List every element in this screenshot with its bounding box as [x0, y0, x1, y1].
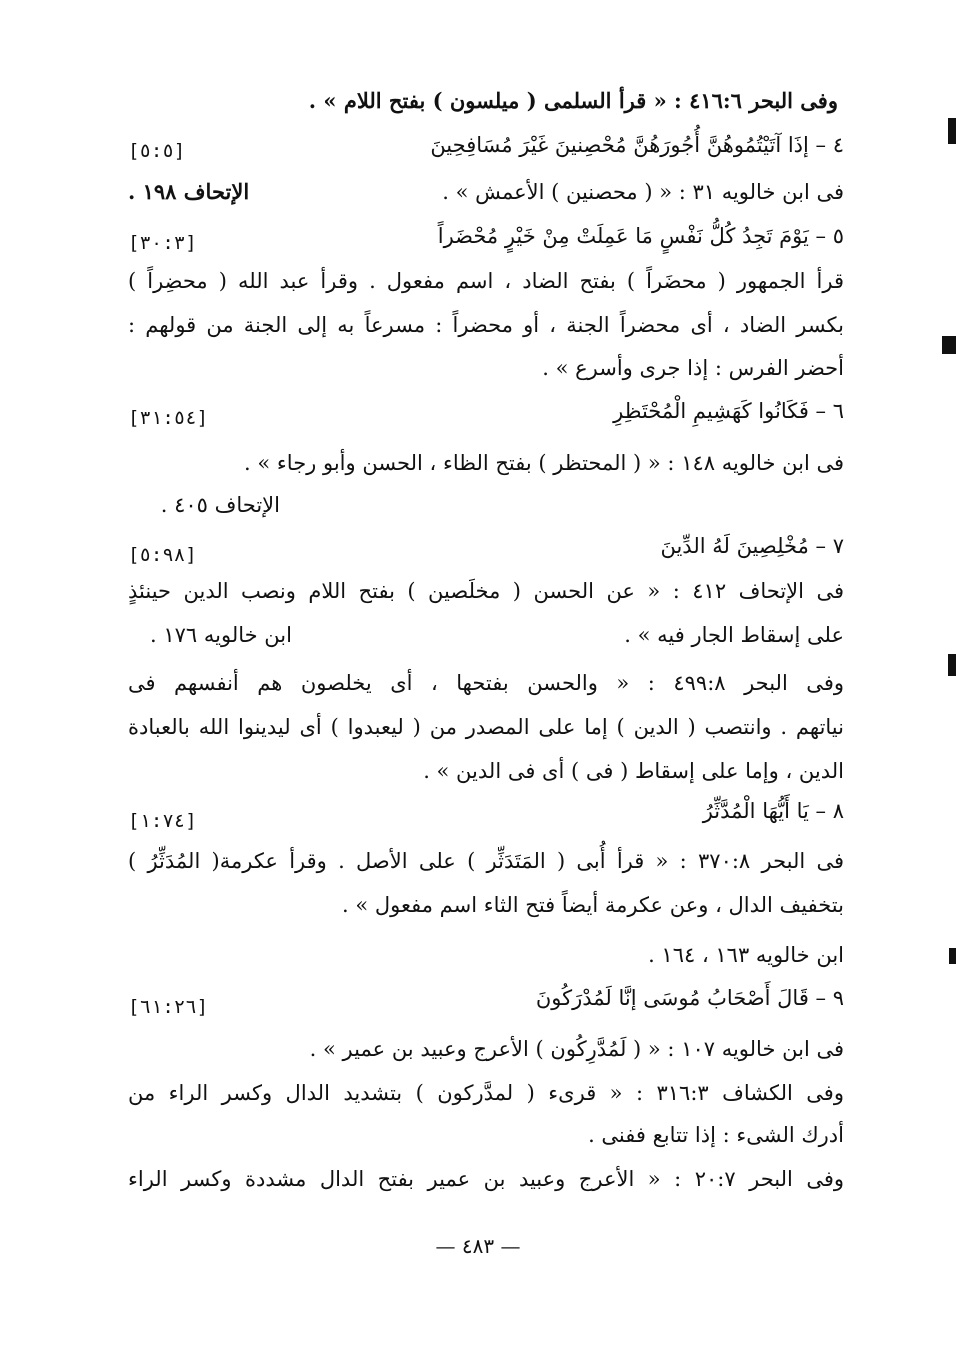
verse-reference: [٥:٥]: [128, 140, 186, 162]
text-line: قرأ الجمهور ( محضَراً ) بفتح الضاد ، اسم مفعول . وقرأ عبد الله ( محضِراً ): [128, 269, 844, 293]
verse-reference: [٣٠:٣]: [128, 232, 197, 254]
verse-line: ٤ – إذَا آتَيْتُمُوهُنَّ أُجُورَهُنَّ مُحْصِنينَ غَيْرَ مُسَافِحِينَ: [430, 133, 844, 157]
text-line: فى ابن خالويه ١٤٨ : « ( المحتظر ) بفتح الظاء ، الحسن وأبو رجاء » .: [244, 451, 844, 475]
text-line: نياتهم . وانتصب ( الدين ) إما على المصدر من ( ليعبدوا ) أى ليدينوا الله بالعبادة: [128, 715, 844, 739]
text-line: وفى البحر ٤١٦:٦ : « قرأ السلمى ( ميلسون ) بفتح اللام » .: [308, 88, 838, 113]
verse-line: ٩ – قَالَ أَصْحَابُ مُوسَى إنَّا لَمُدْرَكُونَ: [535, 986, 844, 1010]
text-line: على إسقاط الجار فيه » .: [624, 623, 844, 647]
text-line: بتخفيف الدال ، وعن عكرمة أيضاً فتح الثاء اسم مفعول » .: [342, 893, 844, 917]
verse-reference: [٦١:٢٦]: [128, 996, 209, 1018]
text-line: وفى الكشاف ٣١٦:٣ : « قرىء ( لمدَّركون ) بتشديد الدال وكسر الراء من: [128, 1081, 844, 1105]
text-line: الإتحاف ٤٠٥ .: [160, 493, 280, 517]
text-line: وفى البحر ٢٠:٧ : « الأعرج وعبيد بن عمير بفتح الدال مشددة وكسر الراء: [128, 1167, 845, 1191]
scan-mark: [942, 336, 956, 354]
scan-mark: [949, 948, 956, 964]
text-line: فى الإتحاف ٤١٢ : « عن الحسن ( مخلَصين ) بفتح اللام ونصب الدين حينئذٍ: [128, 579, 844, 603]
verse-reference: [١:٧٤]: [128, 810, 197, 832]
verse-line: ٦ – فَكَانُوا كَهَشِيمِ الْمُحْتَظِرِ: [613, 399, 844, 423]
text-line: فى البحر ٣٧٠:٨ : « قرأ أُبى ( المَتَدَثِّر ) على الأصل . وقرأ عكرمة( المُدَثِّرُ ): [128, 849, 844, 873]
text-line: فى ابن خالويه ١٠٧ : « ( لَمُدَّرِكُون ) الأعرج وعبيد بن عمير » .: [309, 1037, 844, 1061]
verse-line: ٨ – يَا أَيُّهَا الْمُدَّثِّرُ: [702, 799, 844, 823]
verse-line: ٧ – مُخْلِصِينَ لَهُ الدِّينَ: [660, 534, 844, 558]
text-line: وفى البحر ٤٩٩:٨ : « والحسن بفتحها ، أى يخلصون هم أنفسهم فى: [128, 671, 844, 695]
text-line: الدين ، وإما على إسقاط ( فى ) أى فى الدين » .: [423, 759, 844, 783]
verse-line: ٥ – يَوْمَ تَجِدُ كُلُّ نَفْسٍ مَا عَمِلَتْ مِنْ خَيْرٍ مُحْضَراً: [437, 224, 844, 248]
verse-reference: [٣١:٥٤]: [128, 407, 209, 429]
text-line: أحضر الفرس : إذا جرى وأسرع » .: [542, 356, 844, 380]
scan-mark: [948, 118, 956, 144]
text-line: الإتحاف ١٩٨ .: [128, 179, 250, 204]
text-line: بكسر الضاد ، أى محضراً الجنة ، أو محضراً : مسرعاً به إلى الجنة من قولهم :: [128, 313, 844, 337]
text-line: ابن خالويه ١٧٦ .: [150, 623, 292, 647]
text-line: أدرك الشىء : إذا تتابع ففنى .: [588, 1123, 844, 1147]
text-line: ابن خالويه ١٦٣ ، ١٦٤ .: [648, 943, 844, 967]
text-line: فى ابن خالويه ٣١ : « ( محصنين ) الأعمش » .: [442, 180, 844, 204]
scan-mark: [948, 654, 956, 676]
verse-reference: [٥:٩٨]: [128, 544, 197, 566]
page-number: — ٤٨٣ —: [435, 1234, 521, 1258]
